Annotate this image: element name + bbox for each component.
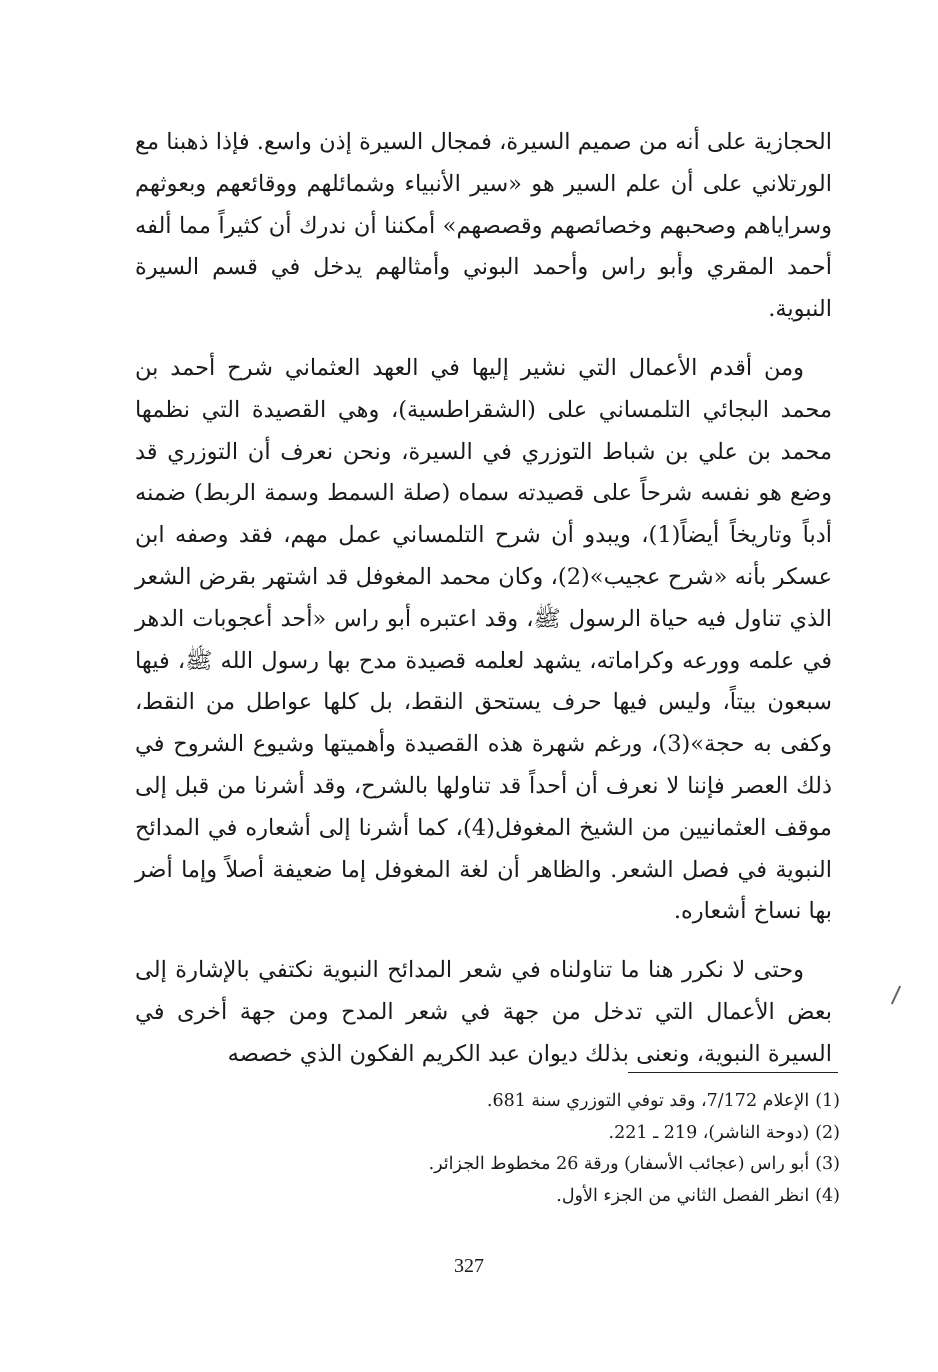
paragraph-1: الحجازية على أنه من صميم السيرة، فمجال السيرة إذن واسع. فإذا ذهبنا مع الورتلاني على أن علم السير هو «سير الأنبياء وشمائلهم ووقائعهم وبعوثهم وسراياهم وصحبهم وخصائصهم وقصصهم» أمكننا أن ندرك أن كثيراً مما ألفه أحمد المقري وأبو راس وأحمد البوني وأمثالهم يدخل في قسم السيرة النبوية. — [135, 129, 832, 323]
footnote-text: انظر الفصل الثاني من الجزء الأول. — [556, 1185, 810, 1206]
footnote-number: (1) — [815, 1091, 840, 1111]
paragraph-3: وحتى لا نكرر هنا ما تناولناه في شعر المدائح النبوية نكتفي بالإشارة إلى بعض الأعمال التي تدخل من جهة في شعر المدح ومن جهة أخرى في السيرة النبوية، ونعنى بذلك ديوان عبد الكريم الفكون الذي خصصه — [135, 957, 832, 1067]
body-text — [135, 122, 832, 1076]
footnote-rule — [628, 1072, 838, 1073]
paragraph-2: ومن أقدم الأعمال التي نشير إليها في العهد العثماني شرح أحمد بن محمد البجائي التلمساني على (الشقراطسية)، وهي القصيدة التي نظمها محمد بن علي بن شباط التوزري في السيرة، ونحن نعرف أن التوزري قد وضع هو نفسه شرحاً على قصيدته سماه (صلة السمط وسمة الربط) ضمنه أدباً وتاريخاً أيضاً(1)، ويبدو أن شرح التلمساني عمل مهم، فقد وصفه ابن عسكر بأنه «شرح عجيب»(2)، وكان محمد المغوفل قد اشتهر بقرض الشعر الذي تناول فيه حياة الرسول ﷺ، وقد اعتبره أبو راس «أحد أعجوبات الدهر في علمه وورعه وكراماته، يشهد لعلمه قصيدة مدح بها رسول الله ﷺ، فيها سبعون بيتاً، وليس فيها حرف يستحق النقط، بل كلها عواطل من النقط، وكفى به حجة»(3)، ورغم شهرة هذه القصيدة وأهميتها وشيوع الشروح في ذلك العصر فإننا لا نعرف أن أحداً قد تناولها بالشرح، وقد أشرنا من قبل إلى موقف العثمانيين من الشيخ المغوفل(4)، كما أشرنا إلى أشعاره في المدائح النبوية في فصل الشعر. والظاهر أن لغة المغوفل إما ضعيفة أصلاً وإما أضر بها نساخ أشعاره. — [135, 354, 833, 925]
footnote-text: الإعلام 7/172، وقد توفي التوزري سنة 681. — [486, 1091, 810, 1111]
footnote-text: أبو راس (عجائب الأسفار) ورقة 26 مخطوط الجزائر. — [428, 1154, 810, 1174]
footnote-number: (2) — [815, 1122, 840, 1143]
page-number: 327 — [454, 1255, 484, 1277]
margin-mark — [891, 986, 901, 1005]
footnote-2 — [300, 1118, 840, 1150]
footnote-number: (4) — [815, 1185, 840, 1206]
footnote-text: (دوحة الناشر)، 219 ـ 221. — [608, 1122, 810, 1143]
footnote-4 — [300, 1181, 840, 1213]
footnote-3 — [300, 1149, 840, 1181]
footnote-1 — [300, 1086, 840, 1118]
footnotes — [300, 1086, 840, 1212]
footnote-number: (3) — [815, 1154, 840, 1174]
